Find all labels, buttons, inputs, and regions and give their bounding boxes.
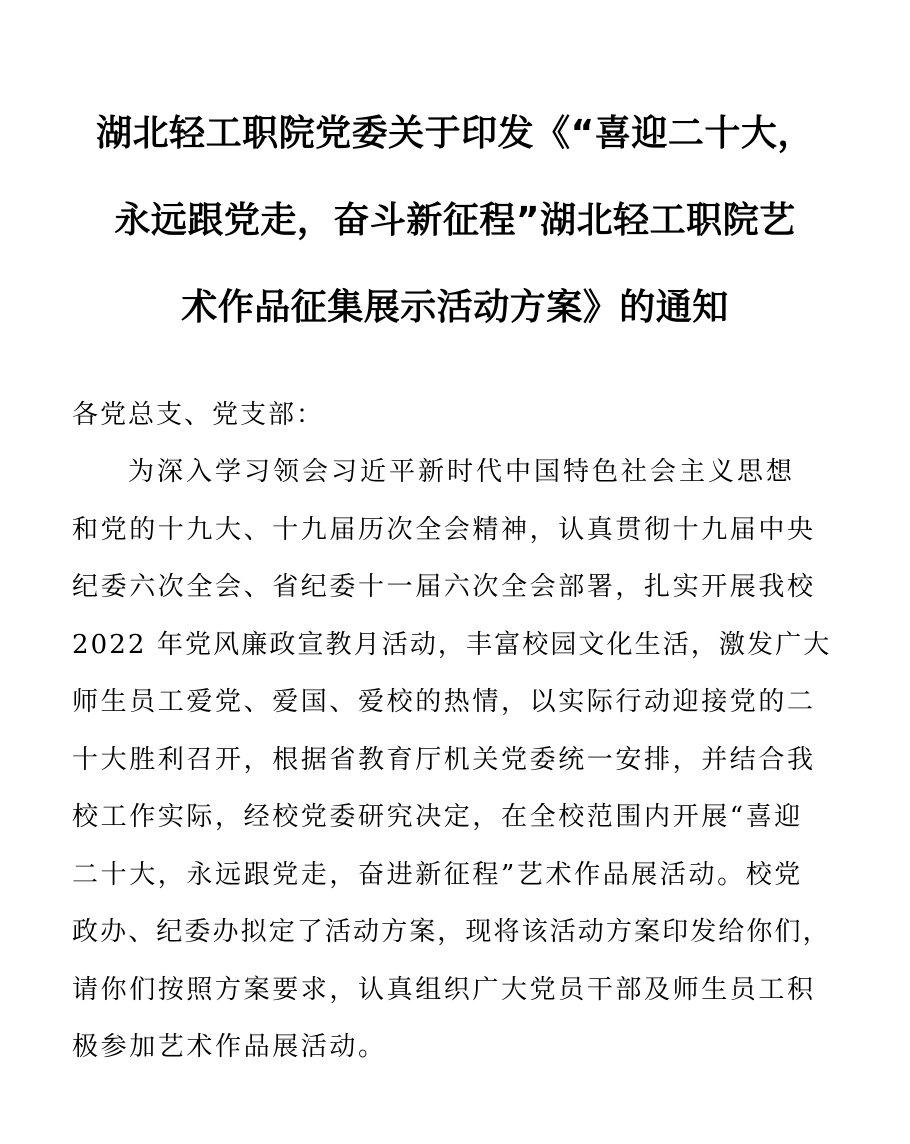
paragraph-line: 为深入学习领会习近平新时代中国特色社会主义思想	[128, 457, 796, 487]
paragraph-line: 十大胜利召开，根据省教育厅机关党委统一安排，并结合我	[72, 744, 816, 775]
paragraph-line: 请你们按照方案要求，认真组织广大党员干部及师生员工积	[72, 974, 816, 1005]
paragraph-line: 和党的十九大、十九届历次全会精神，认真贯彻十九届中央	[72, 514, 816, 545]
paragraph-line: 二十大，永远跟党走，奋进新征程”艺术作品展活动。校党	[72, 859, 803, 890]
salutation: 各党总支、党支部：	[72, 400, 325, 430]
paragraph-line: 校工作实际，经校党委研究决定，在全校范围内开展“喜迎	[72, 802, 803, 832]
body-paragraph	[72, 444, 832, 1077]
paragraph-line: 极参加艺术作品展活动。	[72, 1032, 387, 1062]
title-line-1: 湖北轻工职院党委关于印发《“喜迎二十大，	[96, 113, 814, 154]
title-line-3: 术作品征集展示活动方案》的通知	[181, 287, 729, 328]
paragraph-line: 政办、纪委办拟定了活动方案，现将该活动方案印发给你们，	[72, 917, 831, 947]
paragraph-line: 纪委六次全会、省纪委十一届六次全会部署，扎实开展我校	[72, 572, 816, 602]
paragraph-line: 2022 年党风廉政宣教月活动，丰富校园文化生活，激发广大	[72, 629, 832, 660]
document-title	[70, 90, 840, 351]
title-line-2: 永远跟党走，奋斗新征程”湖北轻工职院艺	[114, 200, 796, 241]
paragraph-line: 师生员工爱党、爱国、爱校的热情，以实际行动迎接党的二	[72, 687, 816, 717]
